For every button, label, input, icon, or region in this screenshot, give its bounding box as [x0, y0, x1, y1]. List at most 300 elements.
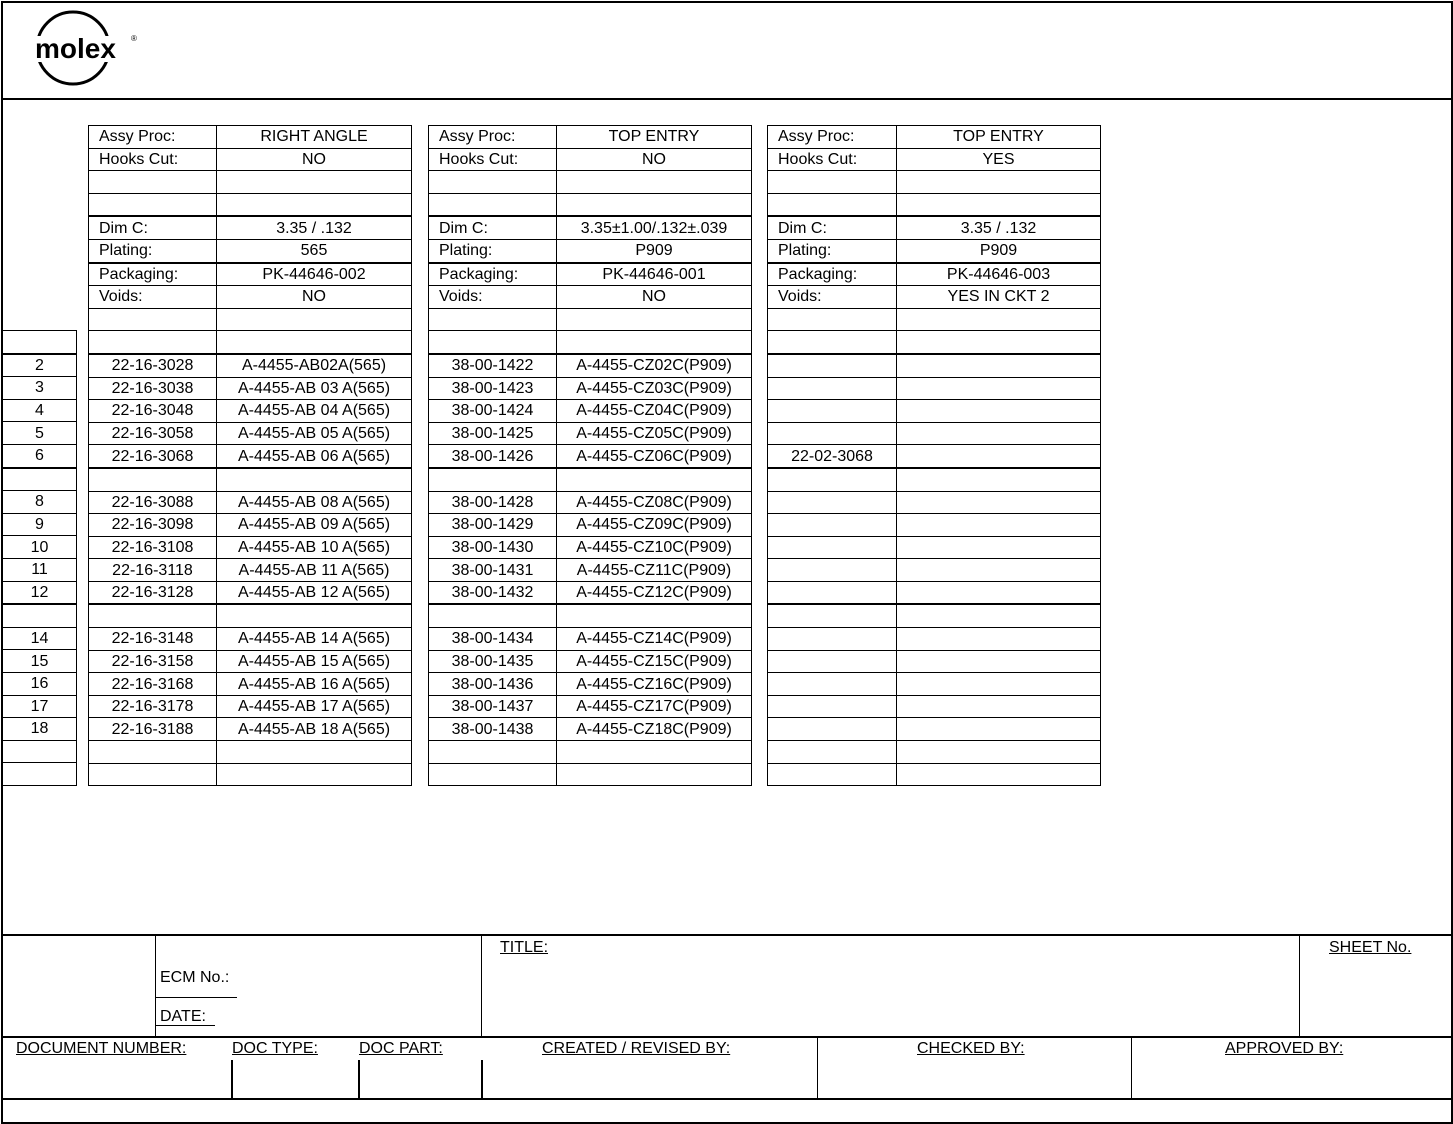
part-number — [768, 673, 897, 696]
drawing-number: A-4455-AB 04 A(565) — [217, 400, 412, 423]
drawing-number: A-4455-AB 05 A(565) — [217, 422, 412, 445]
drawing-number — [557, 763, 752, 786]
part-row — [768, 718, 1101, 741]
part-row — [429, 331, 752, 354]
drawing-number — [897, 491, 1101, 514]
circuit-number: 14 — [3, 627, 77, 650]
part-number — [768, 604, 897, 627]
part-number — [768, 331, 897, 354]
part-number: 38-00-1430 — [429, 536, 557, 559]
drawing-number: A-4455-CZ04C(P909) — [557, 400, 752, 423]
circuit-row — [3, 763, 77, 786]
part-number — [429, 741, 557, 764]
drawing-number — [897, 628, 1101, 651]
part-row — [89, 536, 412, 559]
spec-label: Plating: — [429, 239, 557, 262]
spec-value: P909 — [557, 239, 752, 262]
part-row — [768, 581, 1101, 604]
spec-label — [429, 193, 557, 216]
bottom-div-3 — [481, 1060, 483, 1098]
part-number: 38-00-1436 — [429, 673, 557, 696]
circuit-number: 9 — [3, 513, 77, 536]
drawing-number: A-4455-AB 15 A(565) — [217, 650, 412, 673]
part-table-top-entry-hooks — [767, 125, 1101, 786]
circuit-column — [2, 330, 77, 786]
drawing-number: A-4455-AB 16 A(565) — [217, 673, 412, 696]
drawing-number: A-4455-CZ16C(P909) — [557, 673, 752, 696]
drawing-number: A-4455-CZ14C(P909) — [557, 628, 752, 651]
part-number — [89, 763, 217, 786]
drawing-number — [897, 718, 1101, 741]
spec-value — [557, 308, 752, 331]
title-block-div-1 — [155, 935, 156, 1036]
part-number — [768, 354, 897, 377]
document-number-label: DOCUMENT NUMBER: — [16, 1040, 187, 1057]
circuit-row — [3, 468, 77, 491]
header-divider — [1, 98, 1451, 100]
part-number: 22-16-3148 — [89, 628, 217, 651]
part-row — [768, 741, 1101, 764]
drawing-number: A-4455-AB 12 A(565) — [217, 581, 412, 604]
spec-row — [768, 263, 1101, 286]
part-number — [768, 741, 897, 764]
part-row — [429, 559, 752, 582]
part-number — [429, 331, 557, 354]
part-row — [89, 354, 412, 377]
spec-row — [429, 286, 752, 309]
circuit-row — [3, 718, 77, 741]
spec-label: Assy Proc: — [89, 126, 217, 149]
part-number: 38-00-1434 — [429, 628, 557, 651]
drawing-number: A-4455-AB 08 A(565) — [217, 491, 412, 514]
part-row — [89, 400, 412, 423]
doc-type-label: DOC TYPE: — [232, 1040, 318, 1057]
part-row — [768, 354, 1101, 377]
part-number: 38-00-1423 — [429, 377, 557, 400]
drawing-number — [897, 763, 1101, 786]
part-row — [429, 718, 752, 741]
part-number — [768, 536, 897, 559]
spec-value — [897, 193, 1101, 216]
spec-value: PK-44646-002 — [217, 263, 412, 286]
circuit-row — [3, 627, 77, 650]
title-block-mid — [1, 1036, 1451, 1038]
circuit-row — [3, 536, 77, 559]
part-number: 22-16-3158 — [89, 650, 217, 673]
drawing-number — [897, 695, 1101, 718]
spec-row — [768, 216, 1101, 239]
ecm-label: ECM No.: — [160, 969, 230, 986]
spec-label: Plating: — [768, 239, 897, 262]
drawing-number: A-4455-AB02A(565) — [217, 354, 412, 377]
part-number — [768, 422, 897, 445]
doc-part-label: DOC PART: — [359, 1040, 443, 1057]
part-row — [89, 741, 412, 764]
title-block-div-3 — [1299, 935, 1300, 1036]
drawing-number: A-4455-AB 06 A(565) — [217, 445, 412, 468]
drawing-number — [557, 331, 752, 354]
drawing-number: A-4455-CZ18C(P909) — [557, 718, 752, 741]
part-row — [768, 445, 1101, 468]
spec-row — [768, 286, 1101, 309]
drawing-number — [897, 400, 1101, 423]
spec-label — [768, 308, 897, 331]
part-row — [768, 331, 1101, 354]
part-row — [768, 400, 1101, 423]
part-row — [768, 763, 1101, 786]
part-number — [768, 491, 897, 514]
spec-value: NO — [557, 148, 752, 171]
spec-label: Packaging: — [768, 263, 897, 286]
part-number — [768, 628, 897, 651]
spec-row — [768, 308, 1101, 331]
spec-label — [89, 308, 217, 331]
spec-label — [429, 171, 557, 194]
circuit-row — [3, 331, 77, 354]
spec-row — [429, 239, 752, 262]
circuit-row — [3, 740, 77, 763]
part-number: 38-00-1432 — [429, 581, 557, 604]
part-row — [89, 468, 412, 491]
spec-value: 565 — [217, 239, 412, 262]
part-number: 38-00-1424 — [429, 400, 557, 423]
spec-value — [217, 193, 412, 216]
drawing-number: A-4455-CZ17C(P909) — [557, 695, 752, 718]
drawing-number: A-4455-CZ10C(P909) — [557, 536, 752, 559]
drawing-number: A-4455-CZ15C(P909) — [557, 650, 752, 673]
spec-value: NO — [557, 286, 752, 309]
spec-label: Hooks Cut: — [429, 148, 557, 171]
part-number — [768, 718, 897, 741]
part-number — [768, 581, 897, 604]
spec-label: Voids: — [89, 286, 217, 309]
part-number — [768, 695, 897, 718]
part-number — [429, 468, 557, 491]
spec-value: PK-44646-001 — [557, 263, 752, 286]
part-number: 22-16-3188 — [89, 718, 217, 741]
part-number: 38-00-1437 — [429, 695, 557, 718]
title-block-div-2 — [481, 935, 482, 1036]
part-number: 22-16-3088 — [89, 491, 217, 514]
spec-label — [768, 171, 897, 194]
circuit-number: 15 — [3, 650, 77, 673]
part-row — [429, 354, 752, 377]
part-number: 22-16-3128 — [89, 581, 217, 604]
spec-value: 3.35 / .132 — [897, 216, 1101, 239]
circuit-row — [3, 354, 77, 377]
circuit-number — [3, 604, 77, 627]
spec-value: TOP ENTRY — [897, 126, 1101, 149]
spec-row — [429, 193, 752, 216]
part-row — [768, 559, 1101, 582]
part-row — [429, 650, 752, 673]
spec-label: Assy Proc: — [768, 126, 897, 149]
spec-value — [217, 308, 412, 331]
part-number: 22-16-3108 — [89, 536, 217, 559]
drawing-number — [897, 559, 1101, 582]
part-row — [89, 628, 412, 651]
drawing-number — [897, 331, 1101, 354]
drawing-number: A-4455-AB 03 A(565) — [217, 377, 412, 400]
part-number: 38-00-1429 — [429, 514, 557, 537]
circuit-row — [3, 444, 77, 467]
spec-value — [557, 193, 752, 216]
drawing-number: A-4455-CZ03C(P909) — [557, 377, 752, 400]
part-number — [768, 468, 897, 491]
spec-label — [89, 193, 217, 216]
circuit-number: 4 — [3, 399, 77, 422]
part-row — [429, 581, 752, 604]
drawing-number: A-4455-AB 11 A(565) — [217, 559, 412, 582]
part-number — [429, 604, 557, 627]
circuit-number — [3, 763, 77, 786]
drawing-number: A-4455-AB 09 A(565) — [217, 514, 412, 537]
part-number — [89, 468, 217, 491]
part-number: 22-16-3118 — [89, 559, 217, 582]
spec-label — [429, 308, 557, 331]
part-number — [768, 763, 897, 786]
part-number — [768, 400, 897, 423]
spec-value: NO — [217, 286, 412, 309]
part-row — [89, 331, 412, 354]
circuit-row — [3, 604, 77, 627]
part-row — [429, 491, 752, 514]
part-number — [768, 514, 897, 537]
part-row — [429, 514, 752, 537]
part-row — [89, 673, 412, 696]
drawing-number: A-4455-CZ02C(P909) — [557, 354, 752, 377]
bottom-div-5 — [1131, 1037, 1132, 1098]
part-row — [768, 673, 1101, 696]
circuit-row — [3, 558, 77, 581]
bottom-div-2 — [358, 1060, 360, 1098]
spec-row — [89, 286, 412, 309]
circuit-number: 17 — [3, 695, 77, 718]
part-row — [89, 559, 412, 582]
spec-value: YES — [897, 148, 1101, 171]
circuit-row — [3, 695, 77, 718]
spec-value — [897, 171, 1101, 194]
drawing-number — [217, 741, 412, 764]
spec-row — [429, 308, 752, 331]
drawing-number — [897, 536, 1101, 559]
part-row — [768, 377, 1101, 400]
spec-row — [429, 171, 752, 194]
part-row — [89, 581, 412, 604]
circuit-row — [3, 581, 77, 604]
part-number: 38-00-1435 — [429, 650, 557, 673]
spec-value: 3.35 / .132 — [217, 216, 412, 239]
part-row — [429, 445, 752, 468]
spec-label: Assy Proc: — [429, 126, 557, 149]
spec-row — [768, 171, 1101, 194]
part-number: 38-00-1428 — [429, 491, 557, 514]
spec-label — [89, 171, 217, 194]
spec-row — [89, 263, 412, 286]
spec-label: Dim C: — [89, 216, 217, 239]
part-row — [89, 718, 412, 741]
created-revised-label: CREATED / REVISED BY: — [542, 1040, 731, 1057]
spec-value — [557, 171, 752, 194]
circuit-number: 3 — [3, 377, 77, 400]
drawing-number: A-4455-CZ11C(P909) — [557, 559, 752, 582]
part-number: 38-00-1431 — [429, 559, 557, 582]
part-number: 38-00-1425 — [429, 422, 557, 445]
drawing-number — [897, 354, 1101, 377]
part-row — [89, 422, 412, 445]
part-number: 22-16-3028 — [89, 354, 217, 377]
part-row — [89, 445, 412, 468]
part-row — [768, 536, 1101, 559]
registered-mark: ® — [131, 34, 137, 43]
ecm-underline — [155, 997, 237, 998]
spec-label: Dim C: — [768, 216, 897, 239]
part-row — [89, 695, 412, 718]
title-label: TITLE: — [500, 939, 549, 956]
part-row — [429, 422, 752, 445]
spec-row — [429, 216, 752, 239]
part-row — [768, 695, 1101, 718]
part-number: 22-16-3068 — [89, 445, 217, 468]
spec-row — [768, 126, 1101, 149]
spec-value: P909 — [897, 239, 1101, 262]
part-number: 22-16-3058 — [89, 422, 217, 445]
drawing-number — [897, 673, 1101, 696]
part-row — [89, 491, 412, 514]
part-table-top-entry — [428, 125, 752, 786]
part-number: 38-00-1422 — [429, 354, 557, 377]
circuit-row — [3, 422, 77, 445]
part-number: 38-00-1438 — [429, 718, 557, 741]
part-row — [429, 628, 752, 651]
circuit-number: 5 — [3, 422, 77, 445]
date-label: DATE: — [160, 1008, 206, 1025]
sheet-label: SHEET No. — [1329, 939, 1412, 956]
spec-row — [89, 216, 412, 239]
drawing-number — [897, 514, 1101, 537]
title-block-bottom — [1, 1098, 1451, 1100]
spec-label: Packaging: — [429, 263, 557, 286]
drawing-number — [897, 741, 1101, 764]
drawing-number: A-4455-CZ08C(P909) — [557, 491, 752, 514]
spec-row — [89, 193, 412, 216]
drawing-number — [557, 604, 752, 627]
drawing-number — [897, 468, 1101, 491]
part-row — [89, 377, 412, 400]
part-row — [89, 604, 412, 627]
drawing-number: A-4455-CZ09C(P909) — [557, 514, 752, 537]
drawing-number — [897, 377, 1101, 400]
circuit-number — [3, 331, 77, 354]
drawing-number: A-4455-CZ05C(P909) — [557, 422, 752, 445]
circuit-number — [3, 740, 77, 763]
spec-label: Hooks Cut: — [768, 148, 897, 171]
part-number — [768, 377, 897, 400]
part-row — [429, 377, 752, 400]
drawing-number — [217, 468, 412, 491]
circuit-number: 16 — [3, 672, 77, 695]
drawing-number: A-4455-CZ06C(P909) — [557, 445, 752, 468]
drawing-number — [217, 763, 412, 786]
part-row — [429, 695, 752, 718]
spec-label: Packaging: — [89, 263, 217, 286]
part-number: 22-16-3038 — [89, 377, 217, 400]
molex-logo — [30, 10, 145, 90]
drawing-number — [217, 331, 412, 354]
spec-value: YES IN CKT 2 — [897, 286, 1101, 309]
circuit-number: 10 — [3, 536, 77, 559]
circuit-number: 11 — [3, 558, 77, 581]
approved-by-label: APPROVED BY: — [1225, 1040, 1344, 1057]
part-row — [768, 628, 1101, 651]
drawing-number — [557, 468, 752, 491]
drawing-number — [217, 604, 412, 627]
title-block-top — [1, 934, 1451, 936]
part-row — [429, 604, 752, 627]
part-row — [768, 650, 1101, 673]
spec-value: RIGHT ANGLE — [217, 126, 412, 149]
spec-label: Dim C: — [429, 216, 557, 239]
part-number: 22-16-3098 — [89, 514, 217, 537]
circuit-number — [3, 468, 77, 491]
drawing-number: A-4455-AB 10 A(565) — [217, 536, 412, 559]
spec-label: Plating: — [89, 239, 217, 262]
spec-value: TOP ENTRY — [557, 126, 752, 149]
drawing-number — [897, 604, 1101, 627]
part-number — [429, 763, 557, 786]
drawing-number: A-4455-AB 17 A(565) — [217, 695, 412, 718]
spec-row — [429, 126, 752, 149]
drawing-number — [897, 445, 1101, 468]
part-row — [429, 673, 752, 696]
circuit-number: 2 — [3, 354, 77, 377]
drawing-number — [897, 422, 1101, 445]
part-row — [429, 741, 752, 764]
spec-row — [429, 148, 752, 171]
circuit-number: 8 — [3, 491, 77, 514]
spec-row — [89, 308, 412, 331]
spec-label: Hooks Cut: — [89, 148, 217, 171]
spec-row — [768, 193, 1101, 216]
part-row — [89, 650, 412, 673]
part-row — [768, 422, 1101, 445]
spec-value: NO — [217, 148, 412, 171]
part-number: 22-16-3168 — [89, 673, 217, 696]
bottom-div-1 — [231, 1060, 233, 1098]
spec-label — [768, 193, 897, 216]
spec-value — [897, 308, 1101, 331]
spec-row — [768, 239, 1101, 262]
spec-row — [89, 126, 412, 149]
part-number — [89, 741, 217, 764]
logo-text: molex — [35, 33, 116, 64]
circuit-row — [3, 491, 77, 514]
part-number — [89, 604, 217, 627]
part-row — [768, 604, 1101, 627]
drawing-number — [897, 650, 1101, 673]
part-row — [89, 763, 412, 786]
spec-row — [89, 171, 412, 194]
part-row — [429, 763, 752, 786]
part-row — [768, 514, 1101, 537]
part-row — [768, 468, 1101, 491]
drawing-number: A-4455-AB 14 A(565) — [217, 628, 412, 651]
part-row — [429, 536, 752, 559]
circuit-number: 12 — [3, 581, 77, 604]
spec-label: Voids: — [429, 286, 557, 309]
drawing-number — [897, 581, 1101, 604]
drawing-number: A-4455-CZ12C(P909) — [557, 581, 752, 604]
